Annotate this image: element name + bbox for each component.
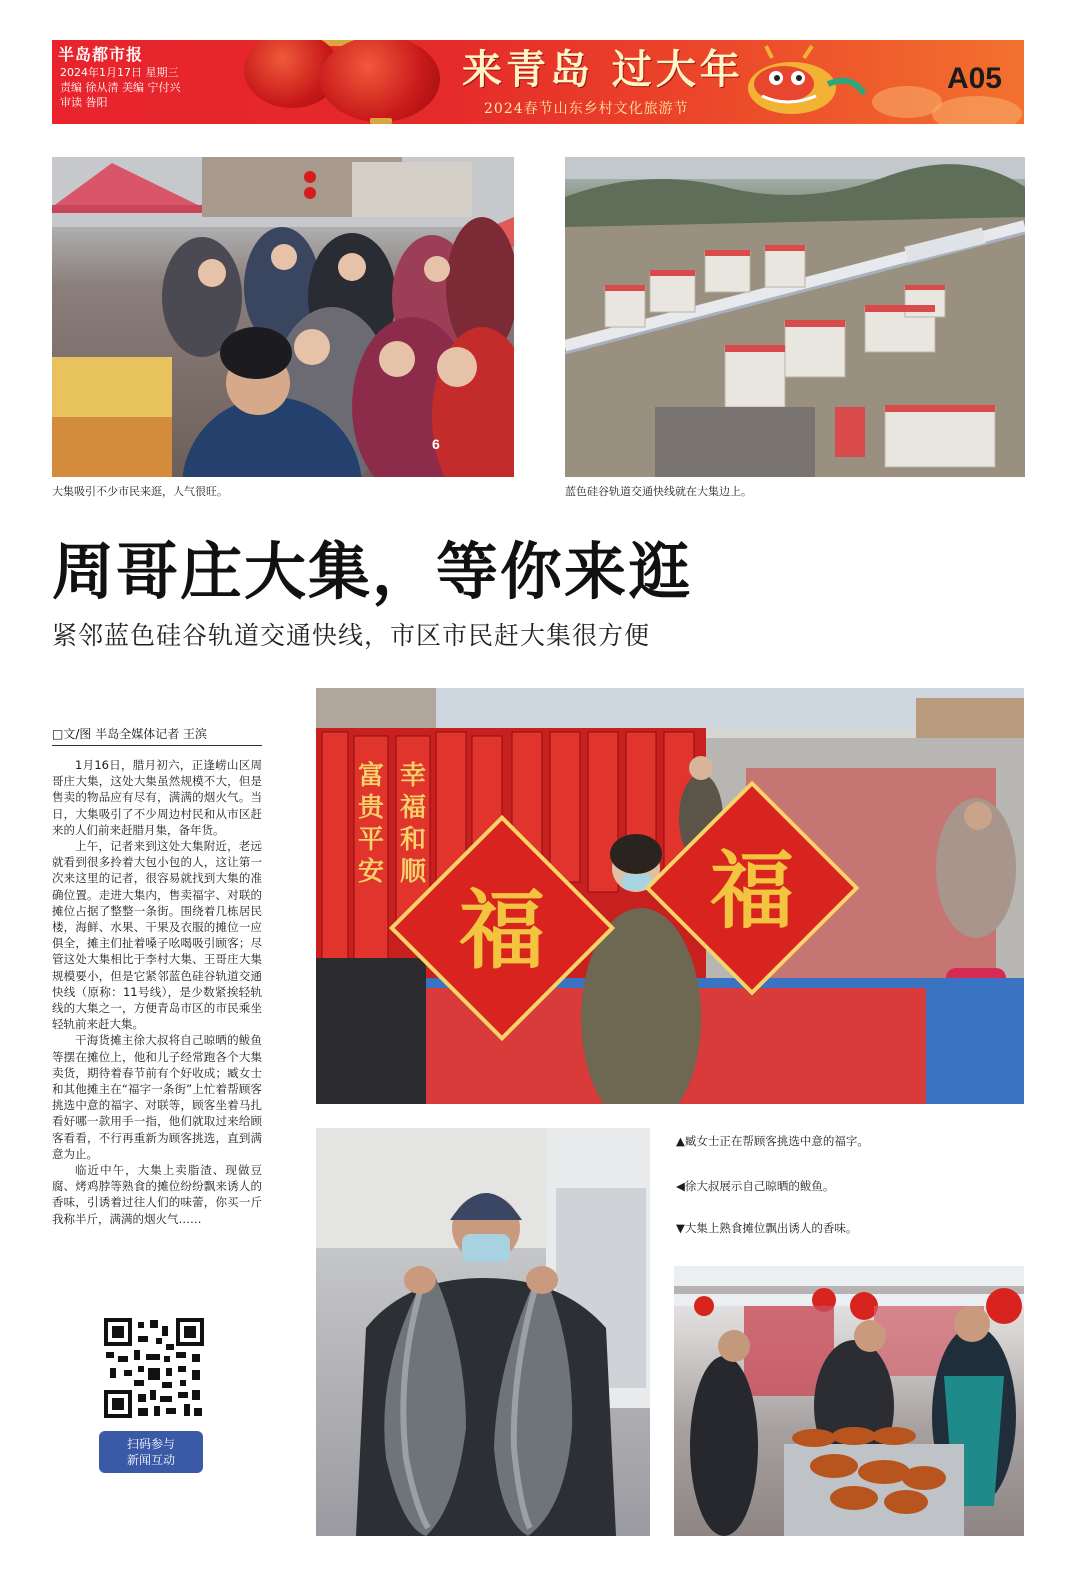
fu-caption: ▲臧女士正在帮顾客挑选中意的福字。 <box>676 1134 869 1148</box>
subheadline: 紧邻蓝色硅谷轨道交通快线，市区市民赶大集很方便 <box>52 621 651 650</box>
lantern-tassel-decoration <box>370 118 392 124</box>
fu-couplets-photo <box>316 688 1024 1104</box>
market-crowd-photo <box>52 157 514 477</box>
editor-line: 责编 徐从清 美编 宁付兴 <box>60 81 181 94</box>
dried-fish-photo <box>316 1128 650 1536</box>
food-caption: ▼大集上熟食摊位飘出诱人的香味。 <box>676 1221 858 1235</box>
fu-character-right: 福 <box>709 841 795 940</box>
fu-character-left: 福 <box>459 880 545 981</box>
dried-fish-illustration <box>316 1128 650 1536</box>
byline: □文/图 半岛全媒体记者 王滨 <box>52 725 262 746</box>
qr-code[interactable] <box>104 1318 204 1418</box>
article-paragraph: 临近中午，大集上卖脂渣、现做豆腐、烤鸡脖等熟食的摊位纷纷飘来诱人的香味，引诱着过往人们的味蕾，你买一斤我称半斤，满满的烟火气…… <box>52 1163 262 1226</box>
header-banner <box>52 40 1024 124</box>
review-line: 审读 昝阳 <box>60 96 108 109</box>
qr-label-line1: 扫码参与 <box>126 1437 175 1451</box>
festival-slogan: 来青岛 过大年 <box>462 46 744 93</box>
qr-label-line2: 新闻互动 <box>126 1453 175 1467</box>
fish-caption: ◀徐大叔展示自己晾晒的鲅鱼。 <box>676 1179 835 1193</box>
couplet-left-char: 富 <box>358 761 385 791</box>
festival-name: 2024春节山东乡村文化旅游节 <box>484 101 689 117</box>
aerial-railway-photo <box>565 157 1025 477</box>
market-crowd-illustration <box>52 157 514 477</box>
headline: 周哥庄大集，等你来逛 <box>52 535 693 608</box>
lantern-decoration <box>320 40 440 122</box>
dragon-icon <box>732 44 872 122</box>
qr-code-icon <box>104 1318 204 1418</box>
masthead: 半岛都市报 <box>58 45 144 64</box>
article-paragraph: 干海货摊主徐大叔将自己晾晒的鲅鱼等摆在摊位上，他和儿子经常跑各个大集卖货，期待着春节前有个好收成；臧女士和其他摊主在“福字一条街”上忙着帮顾客挑选中意的福字、对联等，顾客坐着马扎看好哪一款用手一指，他们就取过来给顾客看看，不行再重新为顾客挑选，直到满意为止。 <box>52 1033 262 1161</box>
cloud-decoration <box>932 96 1022 124</box>
market-photo-caption: 大集吸引不少市民来逛，人气很旺。 <box>52 485 228 498</box>
aerial-railway-illustration <box>565 157 1025 477</box>
jacket-logo: 6 <box>432 436 440 452</box>
fu-couplets-illustration <box>316 688 1024 1104</box>
food-stall-photo <box>674 1266 1024 1536</box>
aerial-photo-caption: 蓝色硅谷轨道交通快线就在大集边上。 <box>565 485 752 498</box>
article-paragraph: 1月16日，腊月初六，正逢崂山区周哥庄大集，这处大集虽然规模不大，但是售卖的物品应有尽有，满满的烟火气。当日，大集吸引了不少周边村民和从市区赶来的人们前来赶腊月集，备年货。 <box>52 758 262 837</box>
page-number: A05 <box>946 62 1002 95</box>
article-paragraph: 上午，记者来到这处大集附近，老远就看到很多拎着大包小包的人，这让第一次来这里的记者，很容易就找到大集的准确位置。走进大集内，售卖福字、对联的摊位占据了整整一条街。围绕着几栋居民楼，海鲜、水果、干果及衣服的摊位一应俱全，摊主们扯着嗓子吆喝吸引顾客；尽管这处大集相比于李村大集、王哥庄大集规模要小，但是它紧邻蓝色硅谷轨道交通快线（原称：11号线），是少数紧挨轻轨线的大集之一，方便青岛市区的市民乘坐轻轨前来赶大集。 <box>52 839 262 1032</box>
food-stall-illustration <box>674 1266 1024 1536</box>
article-body <box>52 757 262 1227</box>
issue-date: 2024年1月17日 星期三 <box>60 66 179 79</box>
couplet-right-text: 幸福和顺 <box>400 761 427 887</box>
couplet-left-text: 富贵平安 <box>358 761 385 887</box>
qr-scan-label[interactable] <box>99 1431 203 1473</box>
